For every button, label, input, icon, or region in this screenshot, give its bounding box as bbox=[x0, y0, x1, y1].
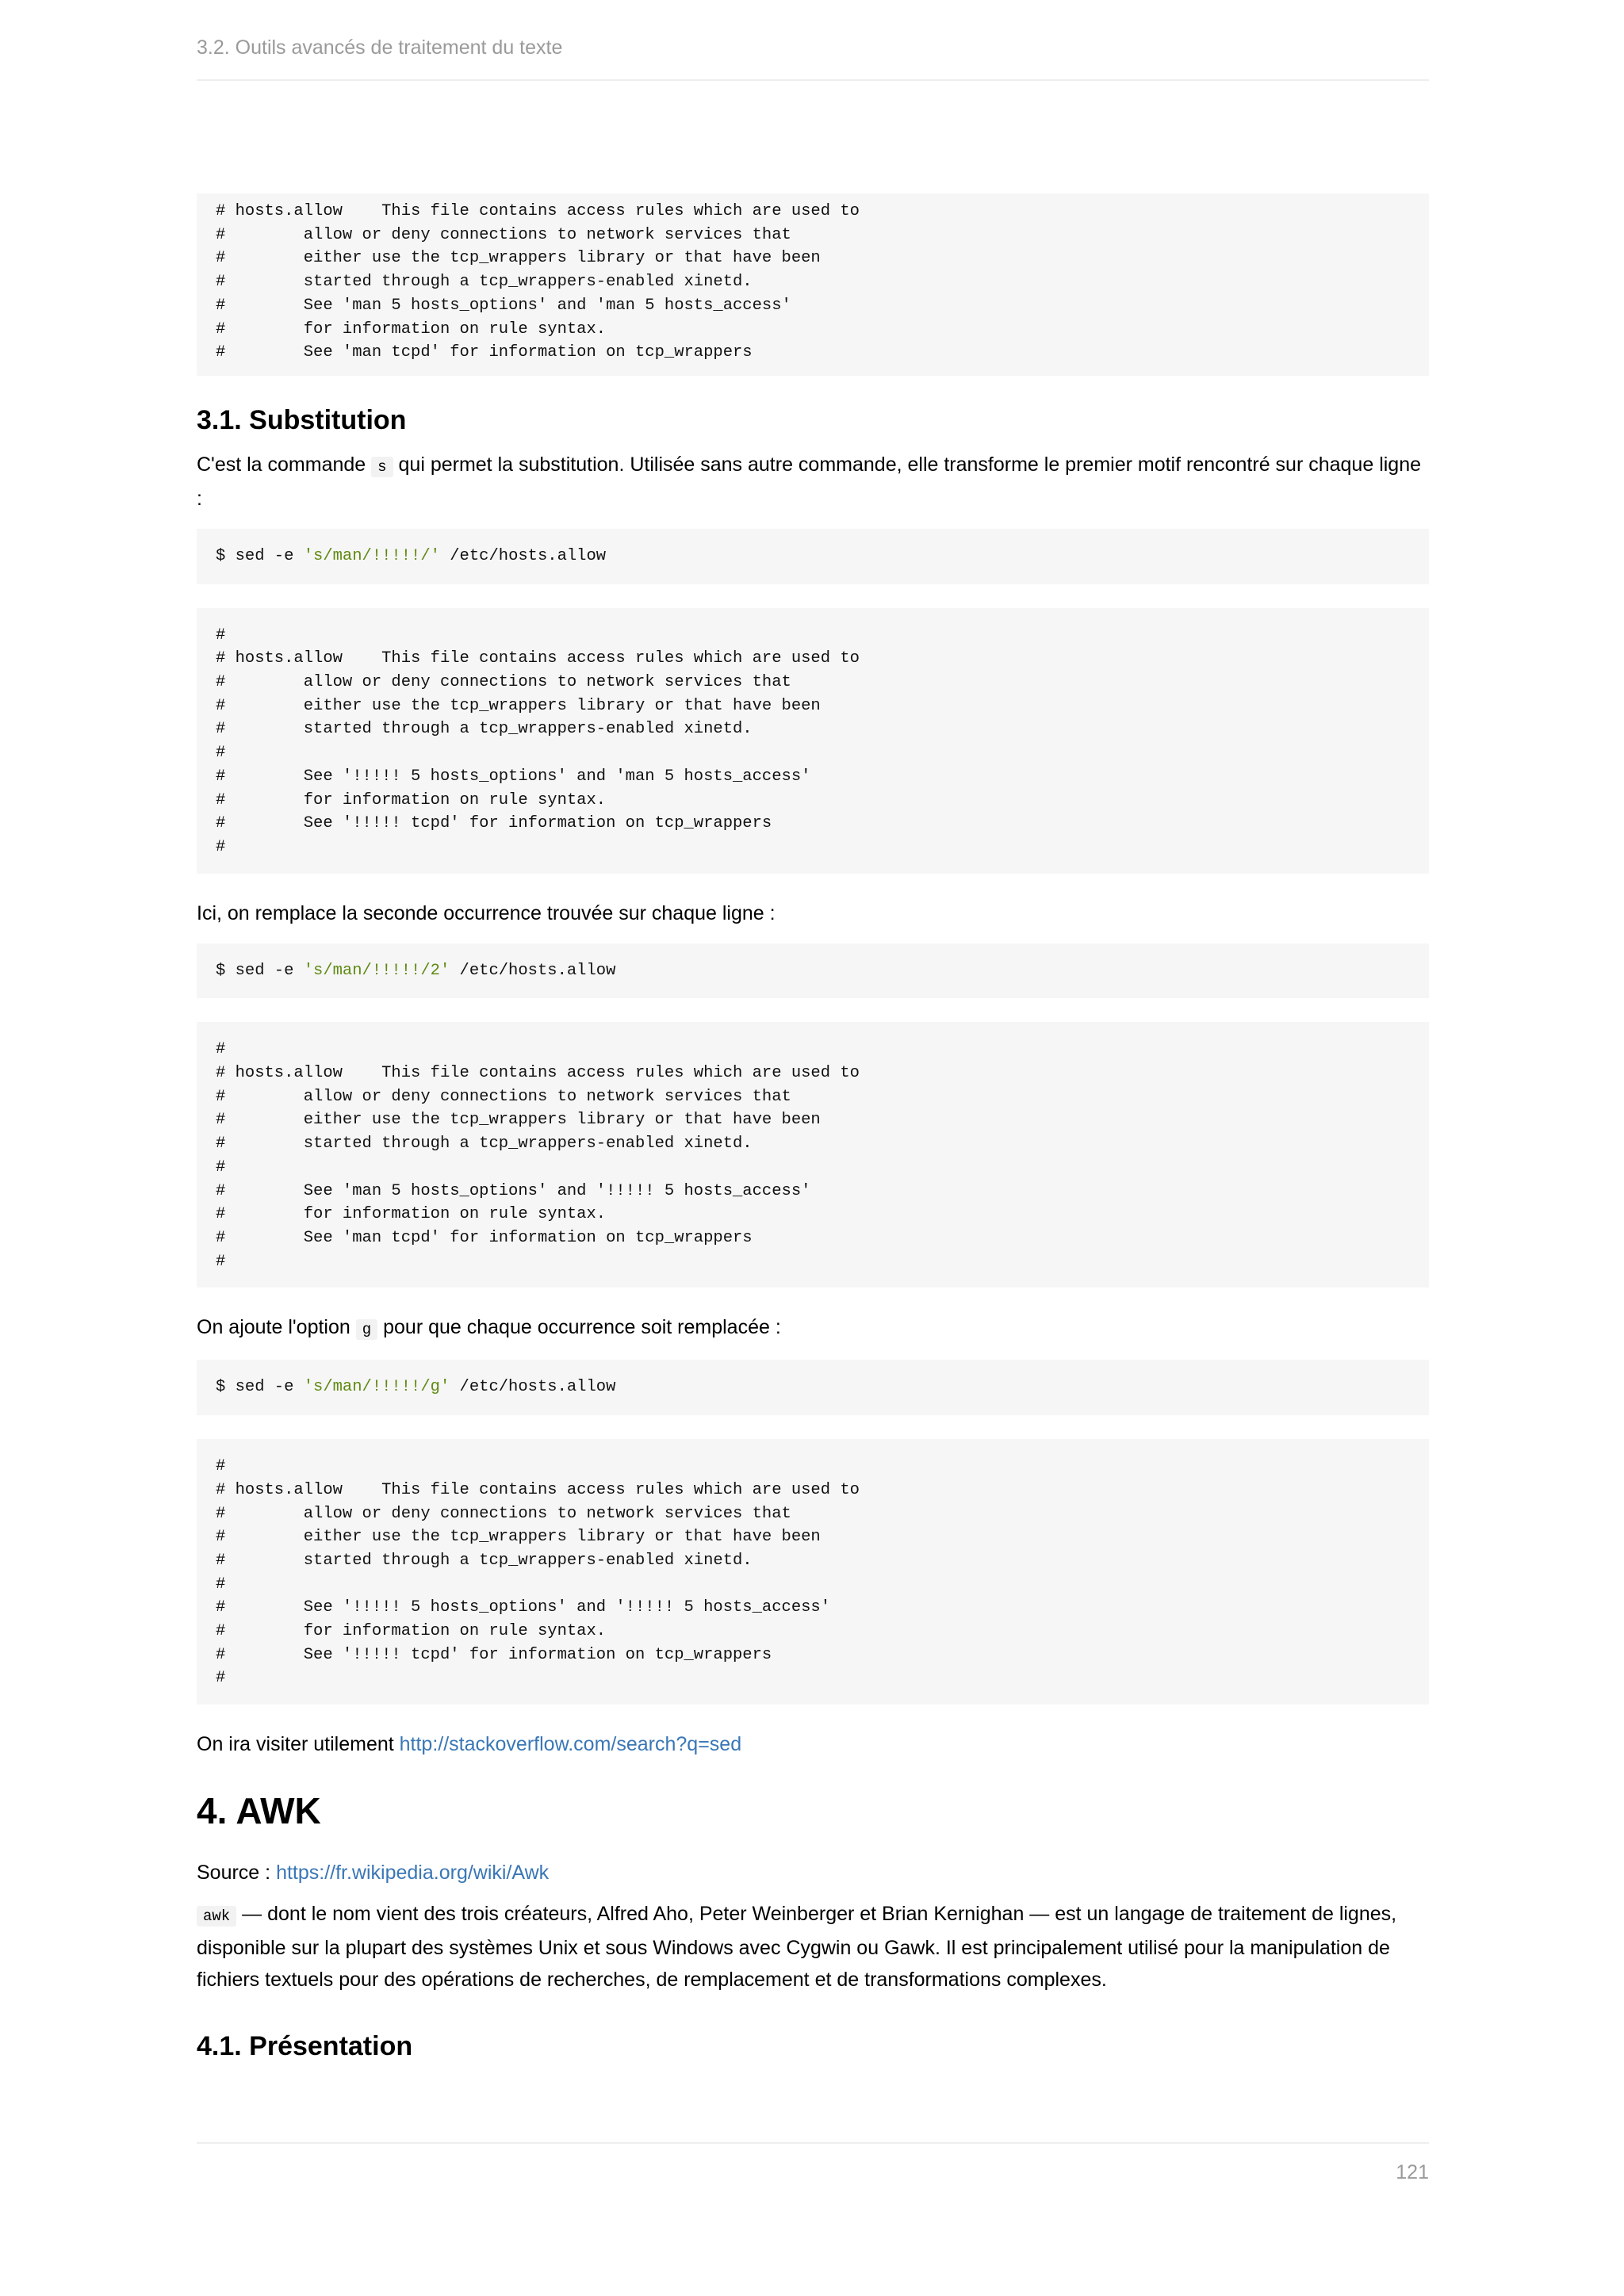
command-block-sed-3: $ sed -e 's/man/!!!!!/g' /etc/hosts.allow bbox=[197, 1360, 1429, 1415]
output-block-sed-1: # # hosts.allow This file contains access rules which are used to # allow or deny connections to network services that # either use the tcp_wrappers library or that have been # started through a tcp_wrappers-enabled xinetd. # # See '!!!!! 5 hosts_options' and 'man 5 hosts_access' # for information on rule syntax. # See '!!!!! tcpd' for information on tcp_wrappers # bbox=[197, 608, 1429, 874]
page-number: 121 bbox=[1396, 2161, 1429, 2183]
command-string: 's/man/!!!!!/2' bbox=[303, 961, 450, 980]
heading-awk: 4. AWK bbox=[197, 1790, 321, 1832]
paragraph-source: Source : https://fr.wikipedia.org/wiki/Awk bbox=[197, 1862, 550, 1885]
page-content bbox=[197, 193, 1429, 2064]
stackoverflow-link[interactable]: http://stackoverflow.com/search?q=sed bbox=[399, 1733, 742, 1756]
header-divider bbox=[197, 79, 1429, 81]
footer-divider bbox=[197, 2142, 1429, 2144]
inline-code-awk: awk bbox=[197, 1906, 236, 1927]
code-block-hosts-allow: # hosts.allow This file contains access rules which are used to # allow or deny connections to network services that # either use the tcp_wrappers library or that have been # started through a tcp_wrappers-enabled xinetd. # See 'man 5 hosts_options' and 'man 5 hosts_access' # for information on rule syntax. # See 'man tcpd' for information on tcp_wrappers bbox=[197, 193, 1429, 376]
wikipedia-awk-link[interactable]: https://fr.wikipedia.org/wiki/Awk bbox=[276, 1862, 550, 1885]
inline-code-g: g bbox=[356, 1319, 377, 1340]
heading-presentation: 4.1. Présentation bbox=[197, 2031, 413, 2062]
document-page bbox=[197, 0, 1429, 2296]
paragraph-second-occurrence: Ici, on remplace la seconde occurrence trouvée sur chaque ligne : bbox=[197, 901, 776, 924]
output-block-sed-2: # # hosts.allow This file contains access rules which are used to # allow or deny connections to network services that # either use the tcp_wrappers library or that have been # started through a tcp_wrappers-enabled xinetd. # # See 'man 5 hosts_options' and '!!!!! 5 hosts_access' # for information on rule syntax. # See 'man tcpd' for information on tcp_wrappers # bbox=[197, 1022, 1429, 1288]
output-block-sed-3: # # hosts.allow This file contains access rules which are used to # allow or deny connections to network services that # either use the tcp_wrappers library or that have been # started through a tcp_wrappers-enabled xinetd. # # See '!!!!! 5 hosts_options' and '!!!!! 5 hosts_access' # for information on rule syntax. # See '!!!!! tcpd' for information on tcp_wrappers # bbox=[197, 1439, 1429, 1705]
running-header: 3.2. Outils avancés de traitement du texte bbox=[197, 36, 563, 59]
paragraph-awk-description: awk — dont le nom vient des trois créateurs, Alfred Aho, Peter Weinberger et Brian Kernighan — est un langage de traitement de lignes, disponible sur la plupart des systèmes Unix et sous Windows avec Cygwin ou Gawk. Il est principalement utilisé pour la manipulation de fichiers textuels pour des opérations de recherches, de remplacement et de transformations complexes. bbox=[197, 1903, 1397, 1992]
inline-code-s: s bbox=[371, 457, 393, 477]
command-string: 's/man/!!!!!/g' bbox=[303, 1378, 450, 1397]
command-string: 's/man/!!!!!/' bbox=[303, 546, 440, 565]
paragraph-stackoverflow: On ira visiter utilement http://stackoverflow.com/search?q=sed bbox=[197, 1733, 742, 1756]
command-block-sed-2: $ sed -e 's/man/!!!!!/2' /etc/hosts.allow bbox=[197, 943, 1429, 999]
paragraph-option-g: On ajoute l'option g pour que chaque occurrence soit remplacée : bbox=[197, 1316, 781, 1339]
command-block-sed-1: $ sed -e 's/man/!!!!!/' /etc/hosts.allow bbox=[197, 529, 1429, 584]
paragraph-substitution-intro: C'est la commande s qui permet la substitution. Utilisée sans autre commande, elle transforme le premier motif rencontré sur chaque ligne : bbox=[197, 453, 1422, 510]
heading-substitution: 3.1. Substitution bbox=[197, 404, 407, 435]
